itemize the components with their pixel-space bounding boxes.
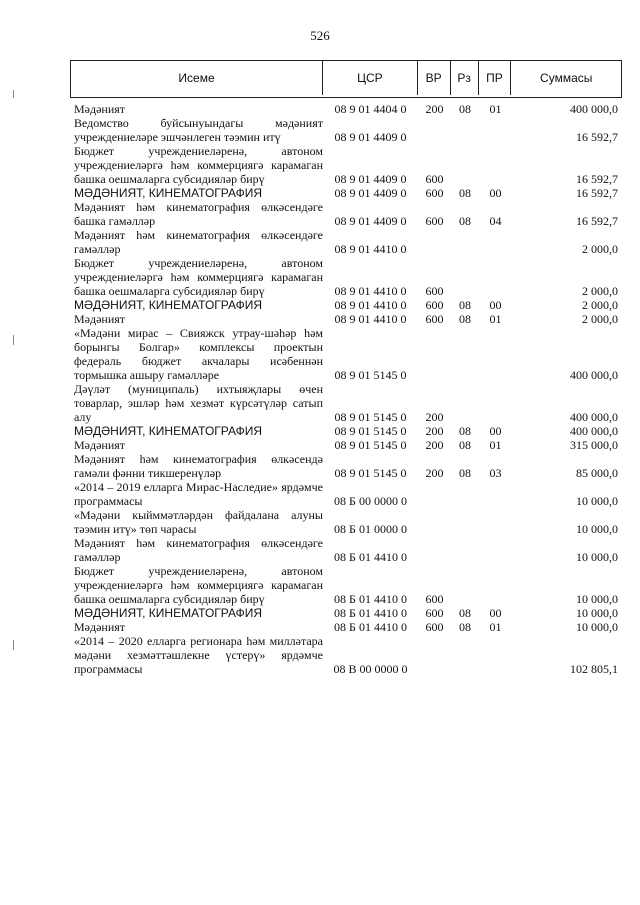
- row-csr: 08 9 01 5145 0: [334, 466, 407, 480]
- table-row: [70, 564, 622, 606]
- row-vr: 200: [425, 466, 444, 480]
- table-row: [70, 298, 622, 312]
- row-sum: 400 000,0: [570, 102, 618, 116]
- row-csr: 08 9 01 5145 0: [334, 424, 407, 438]
- row-vr: 600: [425, 284, 444, 298]
- margin-mark: [13, 90, 14, 98]
- row-vr: 200: [425, 438, 444, 452]
- table-row: [70, 424, 622, 438]
- row-pr: 01: [489, 438, 502, 452]
- row-csr: 08 9 01 4409 0: [334, 172, 407, 186]
- row-pr: 01: [489, 312, 502, 326]
- table-row: [70, 382, 622, 424]
- table-row: [70, 200, 622, 228]
- table-row: [70, 620, 622, 634]
- row-name: МӘДӘНИЯТ, КИНЕМАТОГРАФИЯ: [74, 424, 262, 438]
- table-row: [70, 326, 622, 382]
- row-csr: 08 9 01 5145 0: [334, 368, 407, 382]
- header-pr: ПР: [479, 61, 512, 95]
- budget-table: [70, 60, 622, 676]
- table-row: [70, 228, 622, 256]
- row-vr: 600: [425, 214, 444, 228]
- row-sum: 2 000,0: [582, 298, 618, 312]
- row-vr: 600: [425, 592, 444, 606]
- row-name: Мәдәният: [74, 102, 126, 116]
- row-csr: 08 Б 01 4410 0: [334, 550, 407, 564]
- row-rz: 08: [459, 438, 471, 452]
- table-row: [70, 186, 622, 200]
- row-pr: 04: [489, 214, 502, 228]
- header-name: Исеме: [71, 61, 323, 95]
- row-sum: 2 000,0: [582, 312, 618, 326]
- row-name: Мәдәният һәм кинематография өлкәсендәге гамәлләр: [74, 536, 323, 564]
- table-row: [70, 312, 622, 326]
- row-rz: 08: [459, 186, 471, 200]
- row-name: Мәдәният: [74, 312, 126, 326]
- row-rz: 08: [459, 466, 471, 480]
- margin-mark: [13, 640, 14, 650]
- row-sum: 10 000,0: [576, 522, 618, 536]
- row-sum: 2 000,0: [582, 284, 618, 298]
- row-name: «2014 – 2019 елларга Мирас-Наследие» ярдәмче программасы: [74, 480, 323, 508]
- row-csr: 08 9 01 4409 0: [334, 130, 407, 144]
- row-pr: 01: [489, 102, 502, 116]
- row-csr: 08 Б 01 0000 0: [334, 522, 407, 536]
- row-vr: 600: [425, 312, 444, 326]
- row-rz: 08: [459, 424, 471, 438]
- row-sum: 400 000,0: [570, 424, 618, 438]
- row-pr: 03: [489, 466, 502, 480]
- table-row: [70, 452, 622, 480]
- row-vr: 600: [425, 172, 444, 186]
- row-vr: 600: [425, 298, 444, 312]
- row-sum: 400 000,0: [570, 410, 618, 424]
- header-rz: Рз: [451, 61, 479, 95]
- row-name: Бюджет учреждениеләренә, автоном учреждениеләргә һәм коммерциягә карамаган башка оешмаларга субсидияләр бирү: [74, 564, 323, 606]
- row-rz: 08: [459, 606, 471, 620]
- row-sum: 16 592,7: [576, 186, 618, 200]
- row-sum: 10 000,0: [576, 592, 618, 606]
- table-row: [70, 102, 622, 116]
- row-sum: 10 000,0: [576, 606, 618, 620]
- row-csr: 08 9 01 5145 0: [334, 410, 407, 424]
- row-vr: 600: [425, 620, 444, 634]
- row-rz: 08: [459, 620, 471, 634]
- row-csr: 08 Б 00 0000 0: [334, 494, 407, 508]
- row-name: Мәдәният: [74, 620, 126, 634]
- row-sum: 10 000,0: [576, 620, 618, 634]
- row-sum: 10 000,0: [576, 550, 618, 564]
- table-row: [70, 508, 622, 536]
- row-csr: 08 9 01 4410 0: [334, 298, 407, 312]
- row-sum: 2 000,0: [582, 242, 618, 256]
- table-row: [70, 438, 622, 452]
- row-rz: 08: [459, 214, 471, 228]
- row-sum: 16 592,7: [576, 130, 618, 144]
- row-sum: 16 592,7: [576, 172, 618, 186]
- row-name: «Мәдәни мирас – Свияжск утрау-шәһәр һәм борынгы Болгар» комплексы проектын федераль бюджет акчалары исәбеннән тормышка ашыру гамәлләре: [74, 326, 323, 382]
- table-row: [70, 144, 622, 186]
- row-rz: 08: [459, 102, 471, 116]
- row-vr: 600: [425, 186, 444, 200]
- table-row: [70, 634, 622, 676]
- row-csr: 08 Б 01 4410 0: [334, 592, 407, 606]
- row-sum: 315 000,0: [570, 438, 618, 452]
- row-csr: 08 Б 01 4410 0: [334, 620, 407, 634]
- row-name: МӘДӘНИЯТ, КИНЕМАТОГРАФИЯ: [74, 606, 262, 620]
- row-name: Мәдәният: [74, 438, 126, 452]
- row-rz: 08: [459, 312, 471, 326]
- row-name: «2014 – 2020 елларга регионара һәм милләтара мәдәни хезмәттәшлекне үстерү» ярдәмче программасы: [74, 634, 323, 676]
- header-csr: ЦСР: [323, 61, 418, 95]
- table-row: [70, 536, 622, 564]
- row-csr: 08 9 01 4409 0: [334, 214, 407, 228]
- row-name: Мәдәният һәм кинематография өлкәсендә гамәли фәнни тикшеренүләр: [74, 452, 323, 480]
- row-csr: 08 9 01 4409 0: [334, 186, 407, 200]
- row-vr: 600: [425, 606, 444, 620]
- row-name: Дәүләт (муниципаль) ихтыяҗлары өчен товарлар, эшләр һәм хезмәт күрсәтүләр сатып алу: [74, 382, 323, 424]
- table-row: [70, 606, 622, 620]
- page-number: 526: [310, 28, 330, 43]
- row-sum: 16 592,7: [576, 214, 618, 228]
- row-csr: 08 9 01 4410 0: [334, 284, 407, 298]
- row-csr: 08 9 01 4410 0: [334, 242, 407, 256]
- row-name: МӘДӘНИЯТ, КИНЕМАТОГРАФИЯ: [74, 186, 262, 200]
- row-sum: 400 000,0: [570, 368, 618, 382]
- row-name: Бюджет учреждениеләренә, автоном учреждениеләргә һәм коммерциягә карамаган башка оешмаларга субсидияләр бирү: [74, 144, 323, 186]
- table-header: [70, 60, 622, 98]
- row-pr: 00: [489, 606, 502, 620]
- table-row: [70, 256, 622, 298]
- row-sum: 85 000,0: [576, 466, 618, 480]
- row-pr: 01: [489, 620, 502, 634]
- row-vr: 200: [425, 410, 444, 424]
- table-row: [70, 116, 622, 144]
- row-sum: 102 805,1: [570, 662, 618, 676]
- row-vr: 200: [425, 102, 444, 116]
- row-name: МӘДӘНИЯТ, КИНЕМАТОГРАФИЯ: [74, 298, 262, 312]
- header-sum: Суммасы: [540, 71, 593, 85]
- row-csr: 08 9 01 4410 0: [334, 312, 407, 326]
- row-csr: 08 9 01 4404 0: [334, 102, 407, 116]
- row-csr: 08 9 01 5145 0: [334, 438, 407, 452]
- row-vr: 200: [425, 424, 444, 438]
- row-name: Мәдәният һәм кинематография өлкәсендәге башка гамәлләр: [74, 200, 323, 228]
- row-pr: 00: [489, 298, 502, 312]
- row-csr: 08 В 00 0000 0: [333, 662, 408, 676]
- table-body: [70, 98, 622, 676]
- row-pr: 00: [489, 186, 502, 200]
- row-name: Бюджет учреждениеләренә, автоном учреждениеләргә һәм коммерциягә карамаган башка оешмаларга субсидияләр бирү: [74, 256, 323, 298]
- row-name: Мәдәният һәм кинематография өлкәсендәге гамәлләр: [74, 228, 323, 256]
- margin-mark: [13, 335, 14, 345]
- row-pr: 00: [489, 424, 502, 438]
- row-name: «Мәдәни кыйммәтләрдән файдалана алуны тәэмин итү» төп чарасы: [74, 508, 323, 536]
- row-name: Ведомство буйсынуындагы мәдәният учреждениеләре эшчәнлеген тәэмин итү: [74, 116, 323, 144]
- header-vr: ВР: [418, 61, 451, 95]
- row-sum: 10 000,0: [576, 494, 618, 508]
- row-rz: 08: [459, 298, 471, 312]
- row-csr: 08 Б 01 4410 0: [334, 606, 407, 620]
- table-row: [70, 480, 622, 508]
